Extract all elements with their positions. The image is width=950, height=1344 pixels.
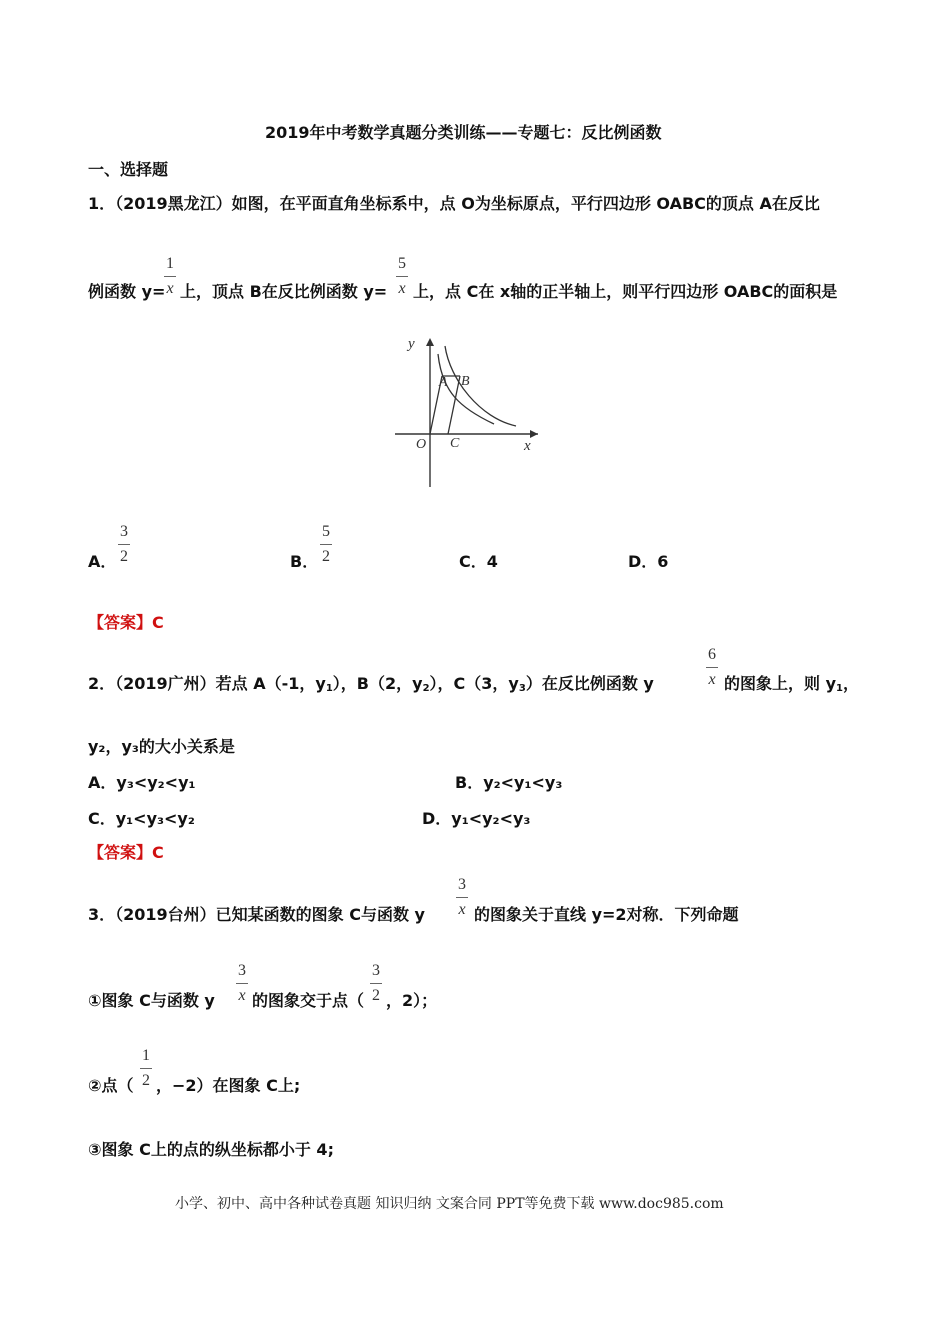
q1-coordinate-figure <box>390 330 550 492</box>
q1-option-a-fraction <box>118 524 130 565</box>
fraction-denominator: x <box>166 280 174 297</box>
fraction-denominator: x <box>238 987 246 1004</box>
q1-line2-c: 上，点 C在 x轴的正半轴上，则平行四边形 OABC的面积是 <box>413 282 838 301</box>
q2-text-c: ），C（3，y <box>429 674 519 693</box>
q3-statement-2-b: ，−2）在图象 C上; <box>156 1076 301 1095</box>
fraction-denominator: x <box>458 901 466 918</box>
label-c: C <box>450 436 460 451</box>
q2-text-a: 2．（2019广州）若点 A（-1，y <box>88 674 326 693</box>
fraction-numerator: 6 <box>708 646 716 663</box>
q1-line1: 1．（2019黑龙江）如图，在平面直角坐标系中，点 O为坐标原点，平行四边形 OABC的顶点 A在反比 <box>88 194 820 213</box>
edge-bc <box>448 376 460 434</box>
q1-option-b-label: B． <box>290 552 319 571</box>
q3-statement-3: ③图象 C上的点的纵坐标都小于 4; <box>88 1140 334 1159</box>
q1-line2-a: 例函数 y= <box>88 282 166 301</box>
q1-fraction-1 <box>164 256 176 297</box>
q2-line1-e: 的图象上，则 $y_1$， <box>724 674 859 694</box>
q2-answer: 【答案】C <box>88 843 164 862</box>
page-title: 2019年中考数学真题分类训练——专题七：反比例函数 <box>265 123 662 142</box>
fraction-denominator: 2 <box>322 548 330 565</box>
label-o: O <box>416 437 427 452</box>
label-x: x <box>524 438 531 454</box>
q3-line1-b: 的图象关于直线 y=2对称．下列命题 <box>474 905 739 924</box>
q2-text-e: 的图象上，则 y <box>724 674 837 693</box>
q1-line2-b: 上，顶点 B在反比例函数 y= <box>180 282 388 301</box>
q1-option-d: D．6 <box>628 552 669 571</box>
q1-option-b-fraction <box>320 524 332 565</box>
q2-option-d: D．y₁<y₂<y₃ <box>422 809 531 828</box>
page-footer: 小学、初中、高中各种试卷真题 知识归纳 文案合同 PPT等免费下载 www.doc985.com <box>175 1196 724 1212</box>
q1-answer: 【答案】C <box>88 613 164 632</box>
label-y: y <box>408 336 415 352</box>
q3-statement-2-fraction <box>140 1048 152 1089</box>
q3-fraction <box>456 877 468 918</box>
fraction-numerator: 3 <box>458 876 466 893</box>
fraction-numerator: 1 <box>142 1047 150 1064</box>
q2-line1: 2．（2019广州）若点 A（-1，$y_1$），B（2，$y_2$），C（3，$y_3$）在反比例函数 y <box>88 674 654 694</box>
fraction-denominator: 2 <box>120 548 128 565</box>
section-heading: 一、选择题 <box>88 160 169 179</box>
q3-statement-1-b: 的图象交于点（ <box>252 991 365 1010</box>
curve-y-5-over-x <box>445 346 516 426</box>
q3-statement-1-c: ，2）； <box>386 991 438 1010</box>
label-a: A <box>439 375 448 390</box>
q1-fraction-2 <box>396 256 408 297</box>
fraction-numerator: 5 <box>398 255 406 272</box>
fraction-denominator: 2 <box>372 987 380 1004</box>
q3-statement-1-fraction-2 <box>370 963 382 1004</box>
q2-line2: y₂，y₃的大小关系是 <box>88 737 235 756</box>
fraction-numerator: 3 <box>372 962 380 979</box>
q2-fraction <box>706 647 718 688</box>
q3-statement-1-a: ①图象 C与函数 y <box>88 991 215 1010</box>
q2-option-a: A．y₃<y₂<y₁ <box>88 773 196 792</box>
q2-text-d: ）在反比例函数 y <box>525 674 654 693</box>
q3-statement-1-fraction <box>236 963 248 1004</box>
q3-line1-a: 3．（2019台州）已知某函数的图象 C与函数 y <box>88 905 425 924</box>
q2-text-b: ），B（2，y <box>332 674 423 693</box>
q3-statement-2-a: ②点（ <box>88 1076 134 1095</box>
fraction-denominator: x <box>708 671 716 688</box>
x-axis-arrow <box>530 430 538 438</box>
fraction-denominator: x <box>398 280 406 297</box>
q2-option-c: C．y₁<y₃<y₂ <box>88 809 195 828</box>
fraction-numerator: 3 <box>238 962 246 979</box>
fraction-numerator: 1 <box>166 255 174 272</box>
fraction-numerator: 5 <box>322 523 330 540</box>
q1-option-a-label: A． <box>88 552 117 571</box>
q2-option-b: B．y₂<y₁<y₃ <box>455 773 563 792</box>
fraction-numerator: 3 <box>120 523 128 540</box>
label-b: B <box>461 374 470 389</box>
fraction-denominator: 2 <box>142 1072 150 1089</box>
q1-option-c: C．4 <box>459 552 498 571</box>
y-axis-arrow <box>426 338 434 346</box>
